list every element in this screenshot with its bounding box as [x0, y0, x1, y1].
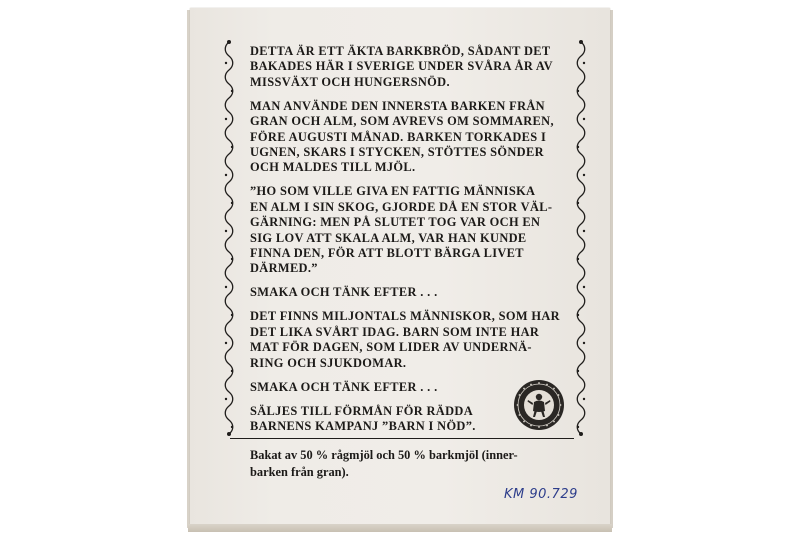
paragraph-intro [250, 44, 570, 90]
text-line: GRAN OCH ALM, SOM AVREVS OM SOMMAREN, [250, 114, 554, 129]
text-line: FÖRE AUGUSTI MÅNAD. BARKEN TORKADES I [250, 129, 547, 144]
ingredients-text [250, 447, 572, 480]
text-line: ”HO SOM VILLE GIVA EN FATTIG MÄNNISKA [250, 184, 536, 199]
paragraph-quote [250, 184, 570, 276]
text-line: SMAKA OCH TÄNK EFTER . . . [250, 285, 438, 300]
paragraph-millions [250, 309, 570, 371]
text-line: UGNEN, SKARS I STYCKEN, STÖTTES SÖNDER [250, 145, 544, 160]
museum-inventory-label: KM 90.729 [504, 487, 578, 502]
text-line: DETTA ÄR ETT ÄKTA BARKBRÖD, SÅDANT DET [250, 44, 551, 58]
text-line: SÄLJES TILL FÖRMÅN FÖR RÄDDA [250, 403, 473, 418]
text-line: SIG LOV ATT SKALA ALM, VAR HAN KUNDE [250, 230, 527, 245]
paragraph-bark-method [250, 99, 570, 176]
text-line: DÄRMED.” [250, 261, 318, 276]
text-line: BAKADES HÄR I SVERIGE UNDER SVÅRA ÅR AV [250, 59, 553, 74]
text-line: FINNA DEN, FÖR ATT BLOTT BÄRGA LIVET [250, 246, 524, 261]
text-line: MISSVÄXT OCH HUNGERSNÖD. [250, 74, 450, 89]
paragraph-taste-1 [250, 285, 570, 300]
text-line: MAT FÖR DAGEN, SOM LIDER AV UNDERNÄ- [250, 340, 532, 355]
text-line: GÄRNING: MEN PÅ SLUTET TOG VAR OCH EN [250, 215, 541, 230]
box-bottom-edge [188, 524, 612, 532]
text-line: DET LIKA SVÅRT IDAG. BARN SOM INTE HAR [250, 324, 540, 339]
text-line: MAN ANVÄNDE DEN INNERSTA BARKEN FRÅN [250, 98, 545, 113]
radda-barnen-seal-icon [512, 378, 566, 432]
text-line: RING OCH SJUKDOMAR. [250, 355, 407, 370]
text-line: SMAKA OCH TÄNK EFTER . . . [250, 379, 438, 394]
left-ornament-border [222, 38, 236, 438]
text-line: OCH MALDES TILL MJÖL. [250, 160, 416, 175]
footer-divider [230, 438, 574, 439]
text-line: EN ALM I SIN SKOG, GJORDE DÅ EN STOR VÄL- [250, 199, 553, 214]
right-ornament-border [574, 38, 588, 438]
text-line: BARNENS KAMPANJ ”BARN I NÖD”. [250, 419, 476, 434]
ingredients-line: barken från gran). [250, 464, 349, 479]
ingredients-line: Bakat av 50 % rågmjöl och 50 % barkmjöl (inner- [250, 448, 518, 462]
text-line: DET FINNS MILJONTALS MÄNNISKOR, SOM HAR [250, 309, 560, 324]
